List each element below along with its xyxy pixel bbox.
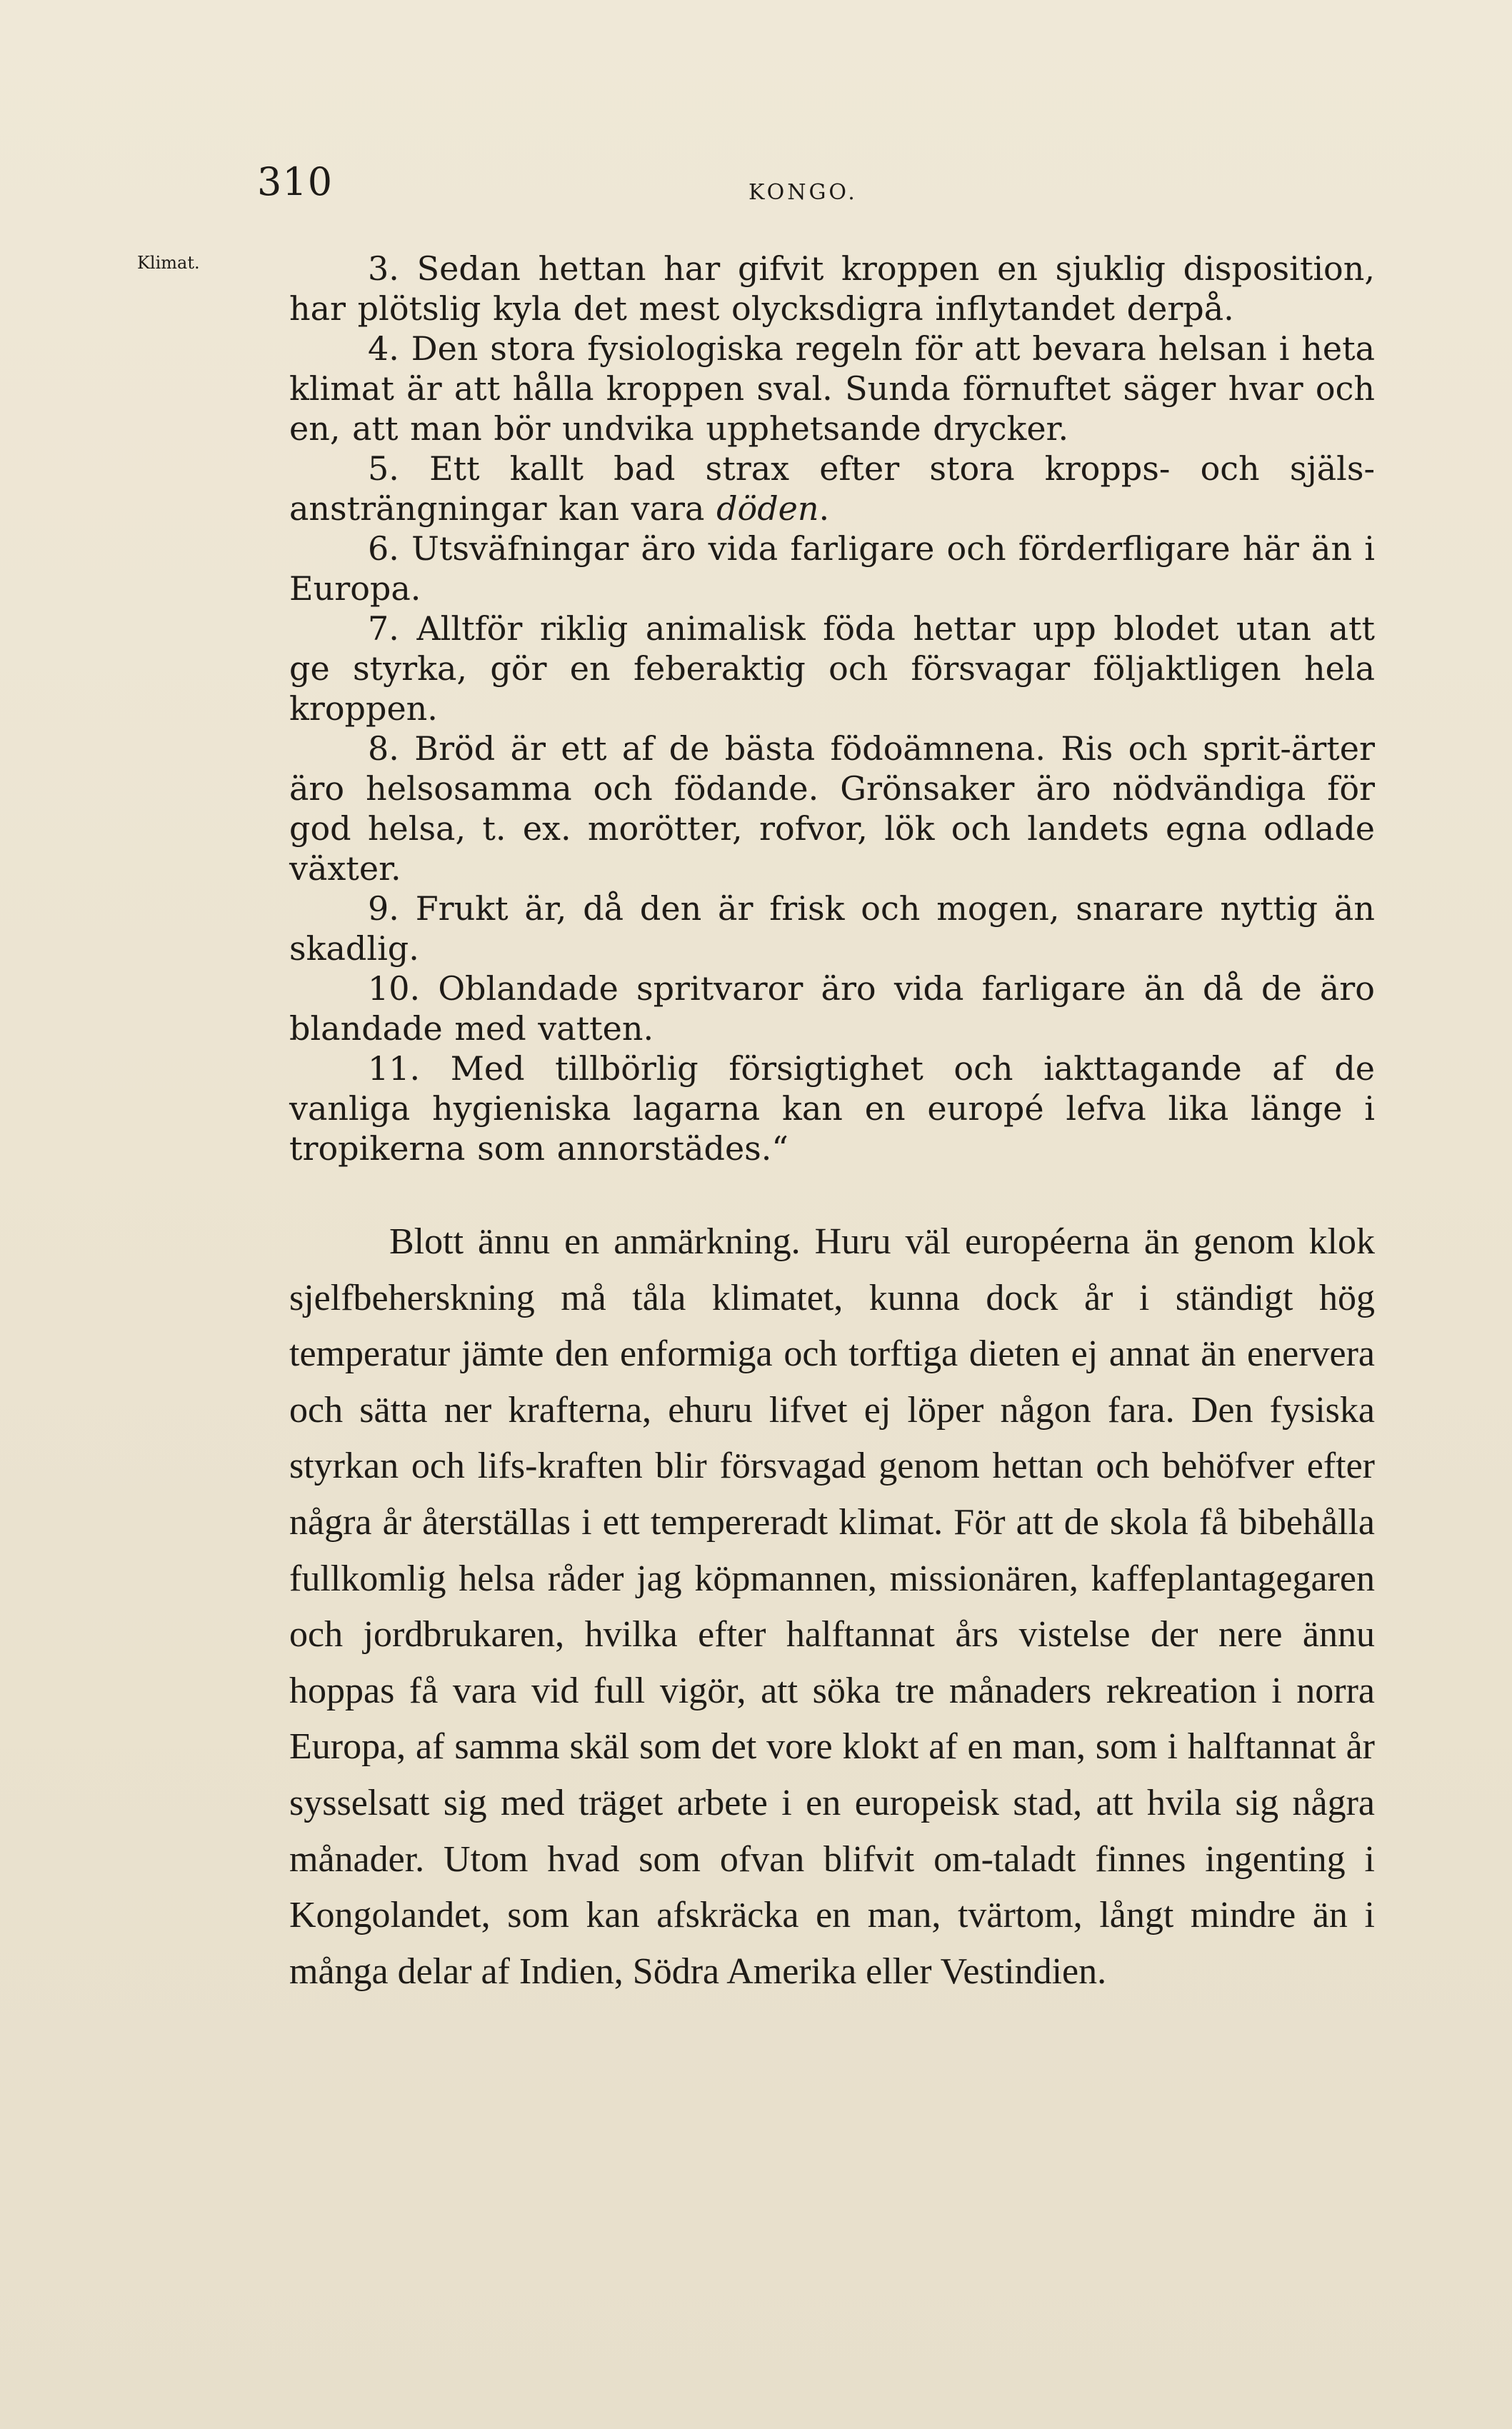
quoted-rules bbox=[289, 249, 1375, 1168]
rule-11: 11. Med tillbörlig försigtighet och iakttagande af de vanliga hygieniska lagarna kan en europé lefva lika länge i tropikerna som annorstädes.“ bbox=[289, 1049, 1375, 1168]
body-paragraph: Blott ännu en anmärkning. Huru väl européerna än genom klok sjelfbeherskning må tåla klimatet, kunna dock år i ständigt hög temperatur jämte den enformiga och torftiga dieten ej annat än enervera och sätta ner krafterna, ehuru lifvet ej löper någon fara. Den fysiska styrkan och lifs-kraften blir försvagad genom hettan och behöfver efter några år återställas i ett tempereradt klimat. För att de skola få bibehålla fullkomlig helsa råder jag köpmannen, missionären, kaffeplantagegaren och jordbrukaren, hvilka efter halftannat års vistelse der nere ännu hoppas få vara vid full vigör, att söka tre månaders rekreation i norra Europa, af samma skäl som det vore klokt af en man, som i halftannat år sysselsatt sig med träget arbete i en europeisk stad, att hvila sig några månader. Utom hvad som ofvan blifvit om-taladt finnes ingenting i Kongolandet, som kan afskräcka en man, tvärtom, långt mindre än i många delar af Indien, Södra Amerika eller Vestindien. bbox=[289, 1221, 1375, 1992]
rule-3: 3. Sedan hettan har gifvit kroppen en sjuklig disposition, har plötslig kyla det mest olycksdigra inflytandet derpå. bbox=[289, 249, 1375, 328]
rule-5-emphasis: döden bbox=[716, 489, 819, 528]
page-number: 310 bbox=[257, 159, 334, 204]
rule-9: 9. Frukt är, då den är frisk och mogen, snarare nyttig än skadlig. bbox=[289, 889, 1375, 968]
rule-5-end: . bbox=[818, 489, 830, 528]
rule-8: 8. Bröd är ett af de bästa födoämnena. Ris och sprit-ärter äro helsosamma och födande. Grönsaker äro nödvändiga för god helsa, t. ex. morötter, rofvor, lök och landets egna odlade växter. bbox=[289, 729, 1375, 888]
rule-4: 4. Den stora fysiologiska regeln för att bevara helsan i heta klimat är att hålla kroppen sval. Sunda förnuftet säger hvar och en, att man bör undvika upphetsande drycker. bbox=[289, 329, 1375, 448]
rule-6: 6. Utsväfningar äro vida farligare och förderfligare här än i Europa. bbox=[289, 529, 1375, 608]
rule-10: 10. Oblandade spritvaror äro vida farligare än då de äro blandade med vatten. bbox=[289, 969, 1375, 1048]
running-head: KONGO. bbox=[749, 180, 858, 205]
rule-7: 7. Alltför riklig animalisk föda hettar upp blodet utan att ge styrka, gör en feberaktig och försvagar följaktligen hela kroppen. bbox=[289, 609, 1375, 728]
rule-5 bbox=[289, 449, 1375, 529]
rule-5-text: 5. Ett kallt bad strax efter stora kropps- och själs-ansträngningar kan vara bbox=[289, 449, 1375, 528]
margin-note: Klimat. bbox=[137, 253, 200, 273]
